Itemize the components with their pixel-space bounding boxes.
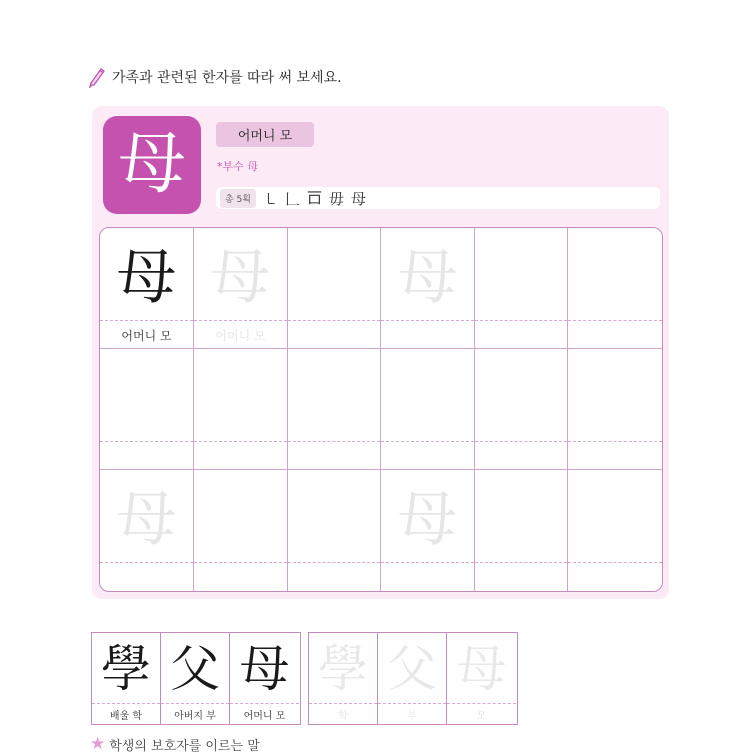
meaning-pill: 어머니 모 <box>216 122 314 147</box>
grid-cell[interactable] <box>475 349 568 470</box>
guide-line <box>194 562 287 563</box>
grid-cell[interactable] <box>100 349 194 470</box>
radical-label: *부수 母 <box>217 160 259 173</box>
guide-line <box>194 320 287 321</box>
grid-meaning: 어머니 모 <box>121 329 172 343</box>
grid-cell[interactable] <box>381 470 475 591</box>
grid-char: 母 <box>116 243 177 313</box>
guide-line <box>100 562 193 563</box>
star-icon: ★ <box>90 734 106 754</box>
guide-line <box>568 441 662 442</box>
footnote <box>90 734 260 754</box>
guide-line <box>288 441 380 442</box>
grid-cell[interactable] <box>568 349 662 470</box>
stroke-step: 毋 <box>329 189 345 208</box>
practice-grid <box>99 227 663 592</box>
grid-cell[interactable] <box>475 470 568 591</box>
review-cell <box>230 633 299 724</box>
grid-char: 母 <box>210 243 271 313</box>
review-trace-char: 母 <box>456 640 507 698</box>
guide-line <box>288 562 380 563</box>
grid-cell[interactable] <box>194 349 288 470</box>
grid-char: 母 <box>116 485 177 555</box>
grid-cell[interactable] <box>568 470 662 591</box>
main-character: 母 <box>117 125 186 204</box>
review-char: 母 <box>239 640 290 698</box>
pencil-icon <box>88 66 106 88</box>
review-cell <box>92 633 161 724</box>
guide-line <box>288 320 380 321</box>
guide-line <box>475 320 567 321</box>
guide-line <box>381 320 474 321</box>
guide-line <box>194 441 287 442</box>
grid-cell[interactable] <box>381 349 475 470</box>
grid-char: 母 <box>397 485 458 555</box>
review-meaning: 아버지 부 <box>174 711 216 722</box>
guide-line <box>568 562 662 563</box>
review-trace-meaning: 부 <box>407 711 417 722</box>
guide-line <box>381 562 474 563</box>
review-trace-meaning: 학 <box>338 711 348 722</box>
review-meaning: 배울 학 <box>109 711 143 722</box>
review-cell <box>161 633 230 724</box>
grid-char: 母 <box>397 243 458 313</box>
footnote-text: 학생의 보호자를 이르는 말 <box>109 738 260 754</box>
review-trace-char: 父 <box>387 640 437 698</box>
review-trace-cell[interactable] <box>309 633 378 724</box>
guide-line <box>100 320 193 321</box>
stroke-step: 母 <box>351 189 367 208</box>
grid-cell[interactable] <box>194 470 288 591</box>
guide-line <box>381 441 474 442</box>
review-meaning: 어머니 모 <box>243 711 286 722</box>
guide-line <box>475 441 567 442</box>
review-trace-meaning: 모 <box>476 711 487 722</box>
grid-cell[interactable] <box>100 470 194 591</box>
instruction <box>88 64 342 90</box>
review-char: 父 <box>170 640 220 698</box>
stroke-step: 𠮛 <box>307 189 323 207</box>
grid-cell[interactable] <box>288 470 381 591</box>
stroke-order-bar <box>216 187 660 209</box>
review-char: 學 <box>101 640 151 698</box>
grid-cell[interactable] <box>288 349 381 470</box>
review-trace-cell[interactable] <box>447 633 516 724</box>
review-example <box>91 632 301 725</box>
review-trace-char: 學 <box>318 640 368 698</box>
grid-cell[interactable] <box>194 228 288 349</box>
instruction-text: 가족과 관련된 한자를 따라 써 보세요. <box>112 70 342 86</box>
guide-line <box>100 441 193 442</box>
grid-cell[interactable] <box>100 228 194 349</box>
grid-cell[interactable] <box>288 228 381 349</box>
main-character-box <box>103 116 201 214</box>
grid-cell[interactable] <box>475 228 568 349</box>
review-trace-cell[interactable] <box>378 633 447 724</box>
guide-line <box>568 320 662 321</box>
grid-cell[interactable] <box>381 228 475 349</box>
review-trace <box>308 632 518 725</box>
guide-line <box>475 562 567 563</box>
stroke-count: 총 5획 <box>220 189 256 208</box>
stroke-step: 𠃊 <box>285 189 301 208</box>
grid-cell[interactable] <box>568 228 662 349</box>
stroke-step: ㇄ <box>262 189 278 208</box>
grid-meaning: 어머니 모 <box>215 329 266 343</box>
